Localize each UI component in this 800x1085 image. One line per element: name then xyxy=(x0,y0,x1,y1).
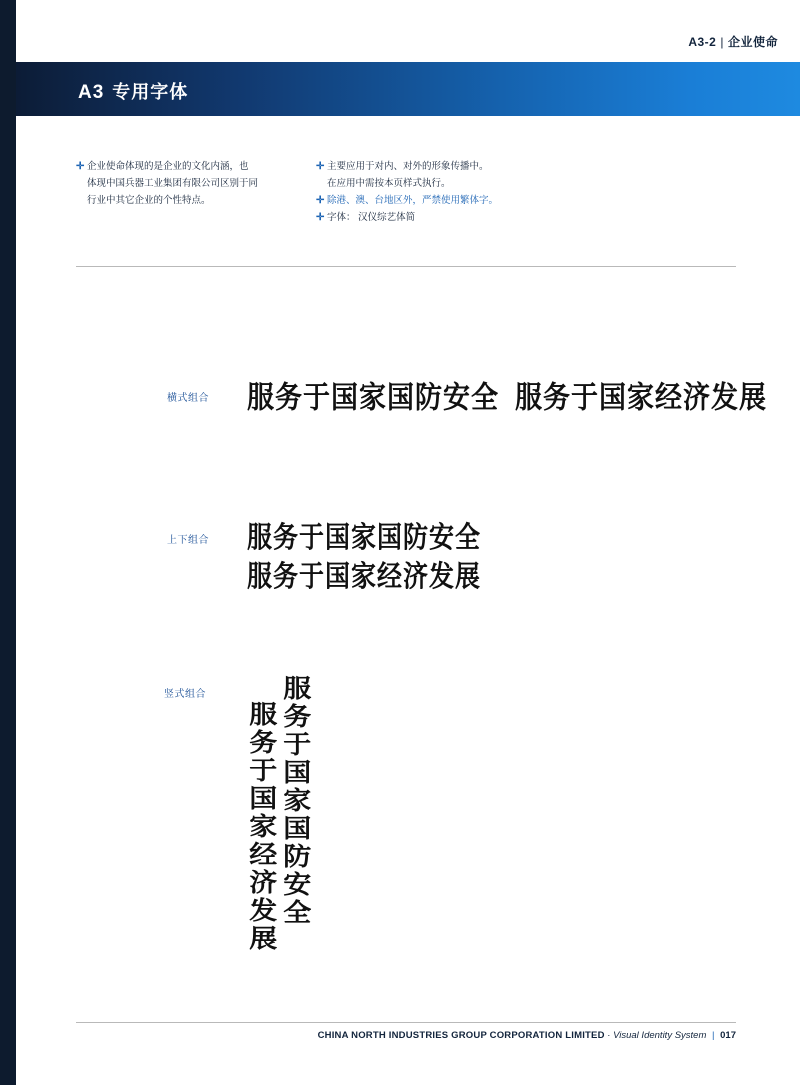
section-code: A3 xyxy=(78,82,105,103)
slogan-line-1: 服务于国家国防安全 xyxy=(279,675,312,927)
note-text: 体现中国兵器工业集团有限公司区别于同 xyxy=(87,178,259,189)
note-text: 企业使命体现的是企业的文化内涵，也 xyxy=(87,161,249,172)
slogan-line-2: 服务于国家经济发展 xyxy=(515,380,767,416)
block-label-stacked: 上下组合 xyxy=(167,535,209,546)
note-item xyxy=(76,192,286,209)
content-divider xyxy=(76,266,736,267)
vertical-layout-block xyxy=(0,675,800,953)
header-code: A3-2 xyxy=(688,35,717,49)
note-item xyxy=(316,192,646,209)
slogan-vertical xyxy=(245,675,312,953)
note-item xyxy=(76,158,286,175)
plus-icon: ✛ xyxy=(316,161,325,172)
note-text: 行业中其它企业的个性特点。 xyxy=(87,195,211,206)
plus-icon: ✛ xyxy=(76,161,85,172)
footer-dot: · xyxy=(607,1030,611,1041)
section-title: 专用字体 xyxy=(112,82,189,102)
note-item xyxy=(316,209,646,226)
section-title-band xyxy=(16,62,800,116)
note-text: 主要应用于对内、对外的形象传播中。 xyxy=(327,161,489,172)
note-item xyxy=(76,175,286,192)
header-title: 企业使命 xyxy=(727,35,778,49)
block-label-vertical: 竖式组合 xyxy=(164,689,206,700)
slogan-line-1: 服务于国家国防安全 xyxy=(247,380,499,416)
footer-brand: CHINA NORTH INDUSTRIES GROUP CORPORATION LIMITED xyxy=(317,1030,605,1041)
page-header xyxy=(16,0,800,62)
notes-right-column xyxy=(316,158,646,226)
page-title xyxy=(78,78,188,104)
footer-system: Visual Identity System xyxy=(613,1030,707,1041)
horizontal-layout-block xyxy=(0,382,800,422)
plus-icon: ✛ xyxy=(316,212,325,223)
slogan-line-1: 服务于国家国防安全 xyxy=(247,520,482,554)
slogan-line-2: 服务于国家经济发展 xyxy=(245,701,278,953)
footer-divider xyxy=(76,1022,736,1023)
note-item xyxy=(316,158,646,175)
note-text: 除港、澳、台地区外，严禁使用繁体字。 xyxy=(327,195,499,206)
block-label-horizontal: 横式组合 xyxy=(167,393,209,404)
note-item xyxy=(316,175,646,192)
plus-icon: ✛ xyxy=(316,195,325,206)
note-text: 在应用中需按本页样式执行。 xyxy=(327,178,451,189)
slogan-stacked xyxy=(247,518,481,596)
slogan-horizontal xyxy=(247,375,767,422)
footer-page-number: 017 xyxy=(720,1030,736,1041)
notes-left-column xyxy=(76,158,286,209)
page-footer xyxy=(318,1030,736,1041)
header-separator: | xyxy=(720,35,724,49)
footer-separator: | xyxy=(712,1030,715,1041)
note-text: 字体： 汉仪综艺体简 xyxy=(327,212,416,223)
stacked-layout-block xyxy=(0,520,800,594)
slogan-line-2: 服务于国家经济发展 xyxy=(247,559,482,593)
header-breadcrumb xyxy=(688,33,778,50)
